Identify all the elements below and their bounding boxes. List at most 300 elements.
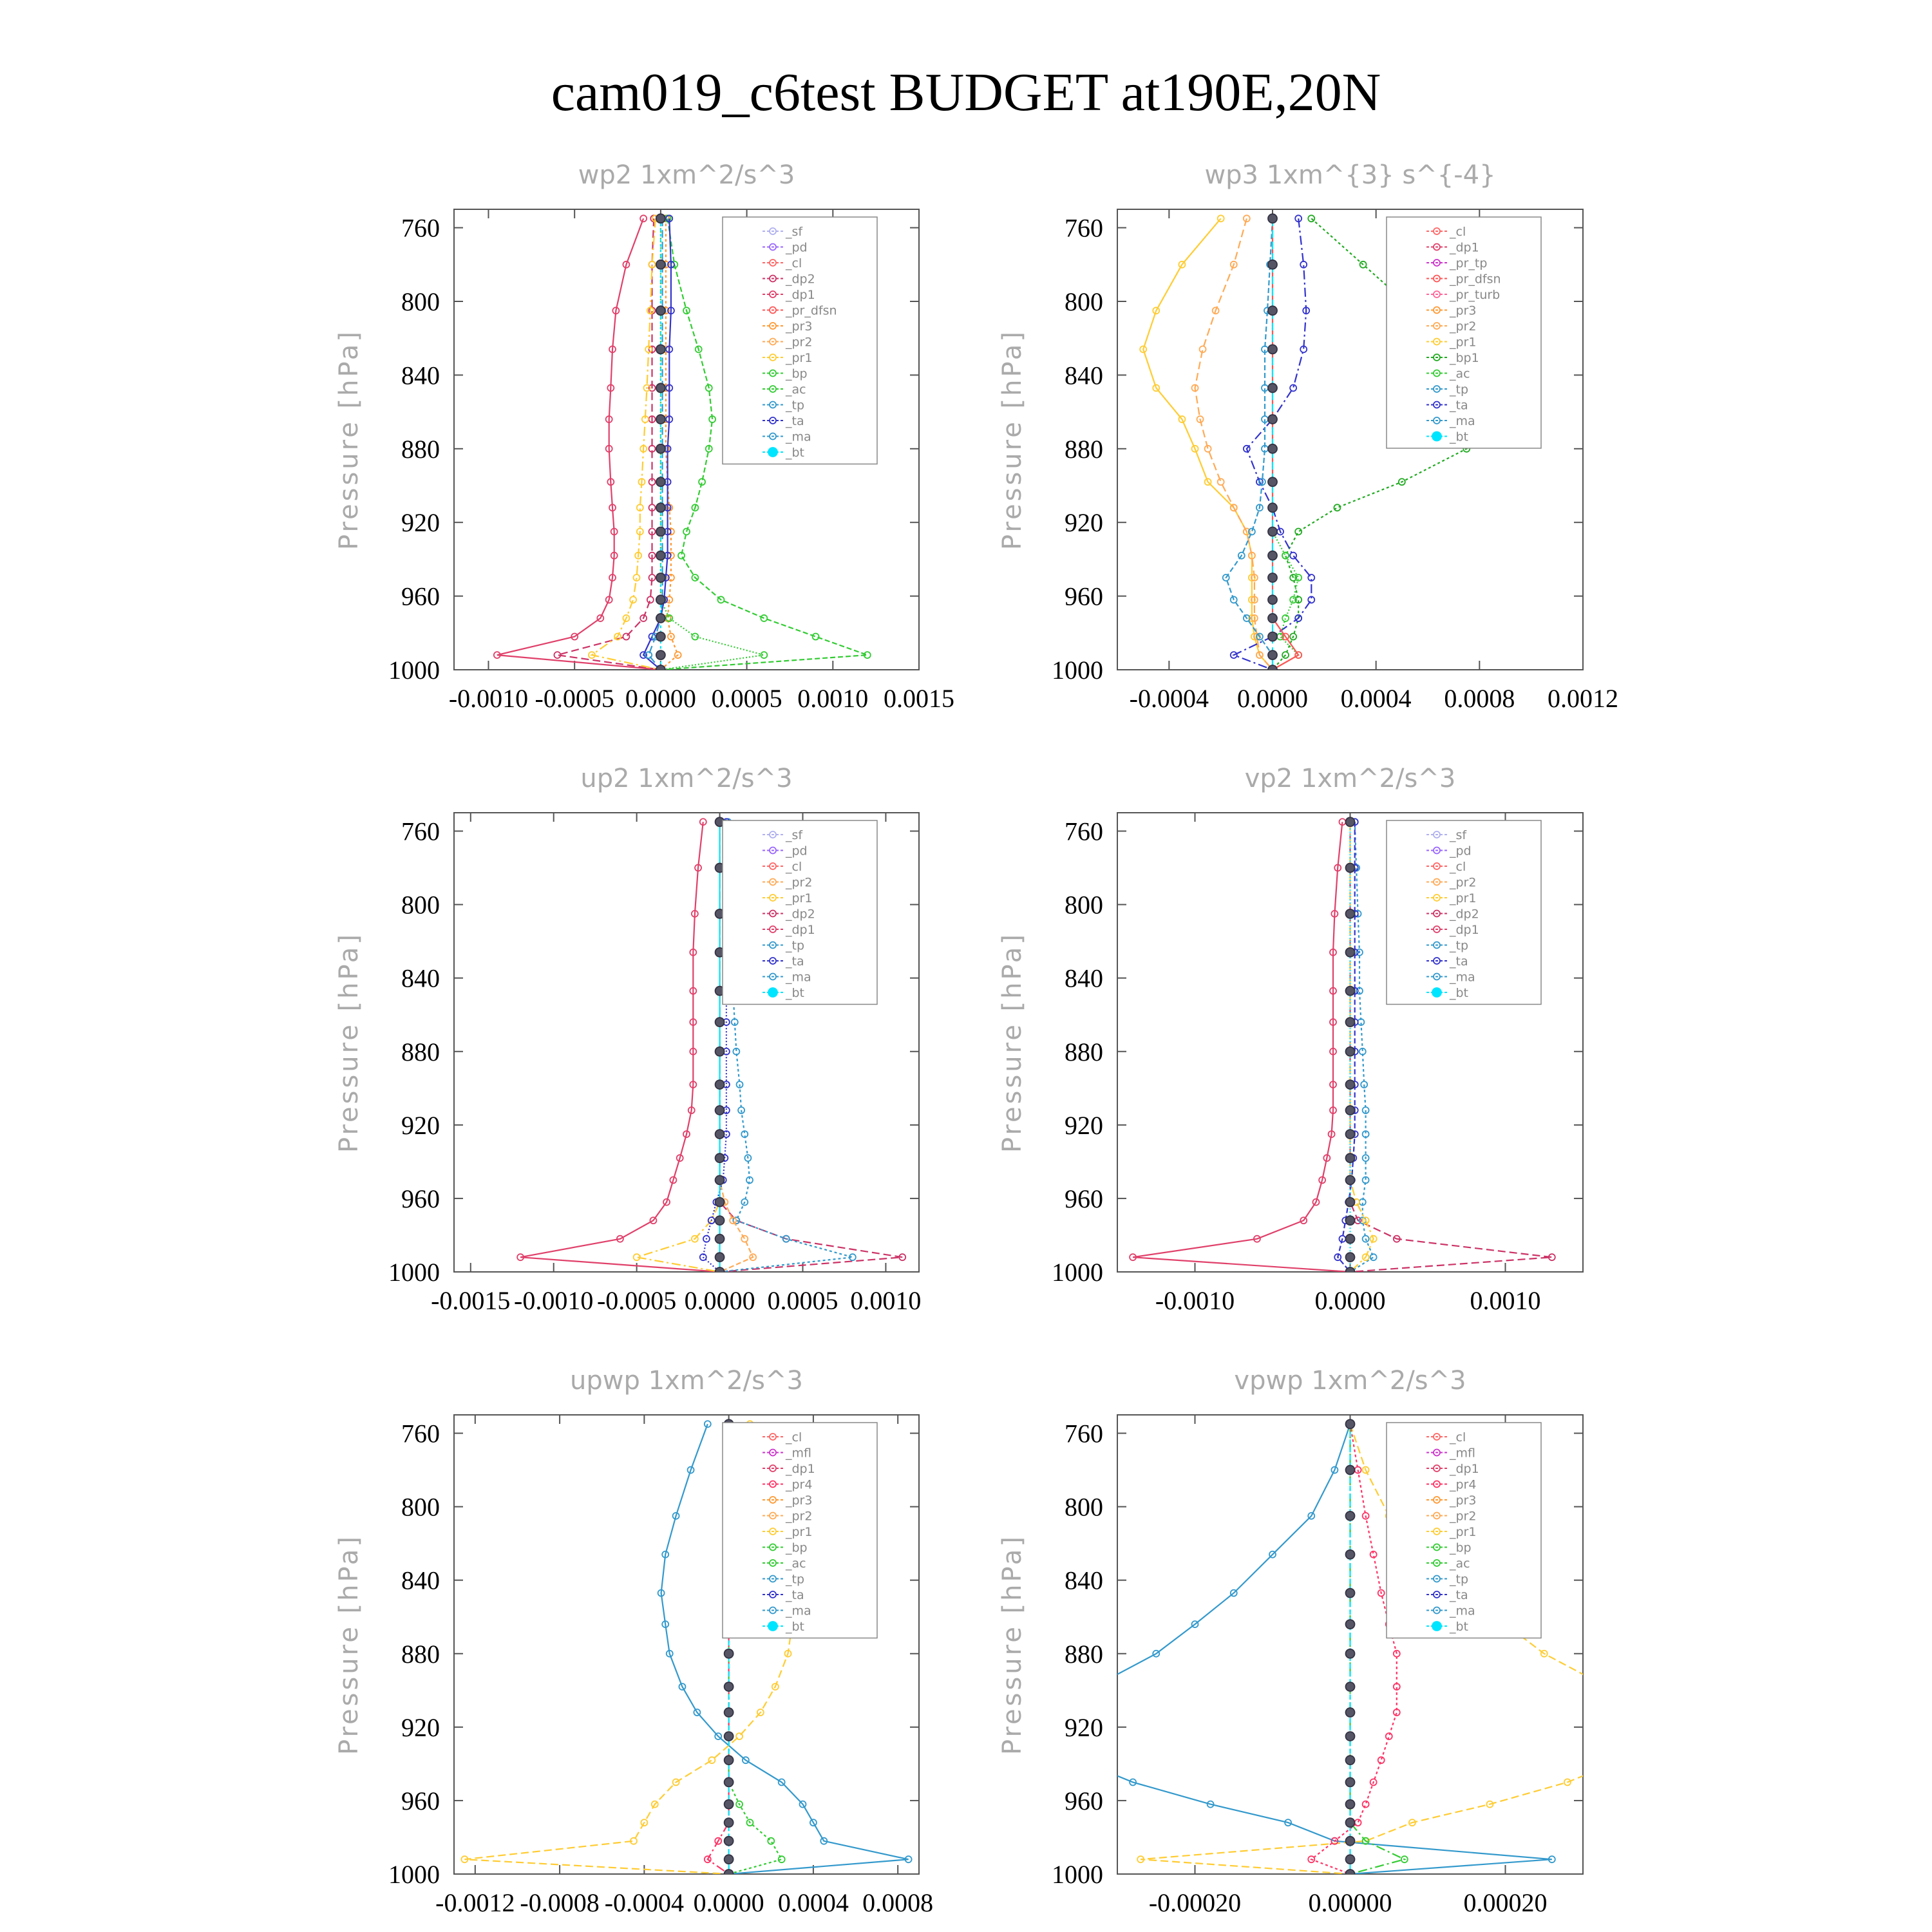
x-tick-label: -0.0005 [535,684,614,713]
x-tick-label: 0.0005 [711,684,782,713]
data-point [813,634,819,640]
x-tick-label: -0.0005 [596,1286,677,1315]
legend-entry: _cl [786,1430,802,1444]
legend-entry: _cl [1450,860,1466,874]
legend-entry: _pr1 [786,1525,813,1539]
x-tick-label: -0.00020 [1148,1888,1242,1917]
data-point [724,1708,734,1717]
data-point [724,1870,734,1879]
data-point [1346,1253,1355,1262]
data-point [1268,214,1277,223]
data-point [656,650,665,659]
legend-entry: _bp [786,1540,808,1555]
data-point [715,1267,724,1276]
legend-entry: _cl [1450,1430,1466,1444]
legend-entry: _ma [786,1604,811,1618]
series-line [520,822,720,1272]
legend-entry: _tp [1450,938,1469,953]
y-axis-label: Pressure [hPa] [334,932,364,1153]
legend-entry: _ma [1450,970,1475,985]
data-point [1346,1777,1355,1786]
y-tick-label: 840 [1065,963,1103,993]
y-tick-label: 840 [1065,1566,1103,1595]
data-point [715,1175,724,1184]
legend-entry: _bt [1450,430,1469,444]
data-point [1603,1683,1609,1690]
data-point [656,503,665,512]
data-point [715,1018,724,1027]
data-point [1268,551,1277,560]
legend-entry: _ta [1450,398,1468,413]
legend-entry: _pr4 [786,1477,813,1492]
data-point [724,1649,734,1658]
x-tick-label: 0.0005 [767,1286,838,1315]
x-tick-label: 0.0000 [684,1286,755,1315]
data-point [1618,1757,1625,1763]
data-point [656,306,665,315]
y-tick-label: 800 [1065,1492,1103,1522]
x-tick-label: -0.0004 [1129,684,1209,713]
data-point [1282,553,1289,559]
data-point [1268,503,1277,512]
data-point [1346,948,1355,957]
data-point [736,1733,743,1739]
legend-entry: _pr_dfsn [786,303,837,318]
data-point [1052,1709,1059,1716]
legend-entry: _pr3 [1450,1493,1477,1508]
legend-entry: _tp [786,1572,805,1587]
data-point [768,1838,774,1844]
data-point [1346,1870,1355,1879]
data-point [1075,1757,1082,1763]
y-tick-label: 920 [401,508,440,538]
panel-title: up2 1xm^2/s^3 [580,764,793,793]
legend-entry: _pd [786,240,808,255]
legend-entry: _pr_tp [1450,256,1488,270]
data-point [724,1818,734,1827]
panel-4 [998,764,1583,1315]
data-point [1370,1254,1377,1260]
legend-entry: _bp [786,366,808,381]
data-point [715,1216,724,1225]
y-tick-label: 960 [1065,582,1103,611]
legend-entry: _pr2 [786,875,813,890]
data-point [1346,1511,1355,1520]
legend-entry: _pr3 [786,1493,813,1508]
data-point [724,1732,734,1741]
legend-entry: _bp1 [1450,351,1479,365]
series-line [592,218,661,670]
y-tick-label: 760 [401,213,440,243]
legend-entry: _dp2 [786,272,815,287]
legend-entry: _pr1 [1450,891,1477,905]
y-tick-label: 1000 [1052,1860,1103,1889]
data-point [1346,1649,1355,1658]
x-tick-label: 0.0000 [625,684,696,713]
data-point [1346,1080,1355,1089]
legend-entry: _dp1 [1450,1462,1479,1476]
data-point [1363,1801,1369,1808]
y-tick-label: 1000 [1052,1258,1103,1287]
y-tick-label: 920 [1065,1110,1103,1140]
data-point [1268,444,1277,453]
x-tick-label: -0.0010 [514,1286,594,1315]
x-tick-label: 0.00000 [1308,1888,1392,1917]
data-point [1268,415,1277,424]
y-tick-label: 960 [401,1786,440,1815]
panel-title: vpwp 1xm^2/s^3 [1234,1366,1466,1396]
legend-entry: _dp1 [786,923,815,937]
y-tick-label: 840 [401,361,440,390]
data-point [1346,1419,1355,1428]
data-point [724,1800,734,1809]
data-point [1295,529,1302,535]
data-point [656,632,665,641]
y-tick-label: 920 [401,1712,440,1742]
legend-entry: _bt [1450,986,1469,1000]
legend-entry: _pr3 [1450,303,1477,318]
y-tick-label: 920 [401,1110,440,1140]
x-tick-label: -0.0010 [1155,1286,1235,1315]
y-tick-label: 960 [401,582,440,611]
panel-6 [998,1366,1648,1917]
series-line [637,822,720,1272]
y-tick-label: 880 [1065,1639,1103,1669]
y-tick-label: 760 [1065,213,1103,243]
y-tick-label: 760 [401,1419,440,1448]
y-tick-label: 1000 [1052,656,1103,685]
x-tick-label: -0.0010 [448,684,529,713]
data-point [1268,306,1277,315]
data-point [724,1855,734,1864]
data-point [656,614,665,623]
legend [1387,217,1541,448]
series-line [497,218,661,670]
data-point [715,1235,724,1244]
x-tick-label: -0.0015 [431,1286,511,1315]
data-point [1346,1216,1355,1225]
y-tick-label: 800 [401,1492,440,1522]
y-tick-label: 880 [1065,434,1103,464]
x-tick-label: 0.0015 [884,684,954,713]
data-point [656,527,665,536]
data-point [1642,1709,1648,1716]
data-point [741,1236,748,1242]
data-point [1346,1175,1355,1184]
y-tick-label: 800 [401,890,440,920]
data-point [1346,1818,1355,1827]
legend-entry: _bt [786,986,805,1000]
y-tick-label: 800 [1065,890,1103,920]
legend-entry: _mfl [1450,1446,1475,1461]
legend-entry: _dp1 [786,1462,815,1476]
data-point [1346,1235,1355,1244]
data-point [1346,1682,1355,1691]
legend-marker [768,1622,777,1631]
data-point [1268,665,1277,674]
data-point [724,1682,734,1691]
x-tick-label: 0.0008 [1444,684,1515,713]
data-point [1268,573,1277,582]
legend-entry: _dp1 [786,288,815,302]
legend-marker [1432,988,1441,997]
data-point [1282,615,1289,621]
legend-entry: _ta [1450,1588,1468,1602]
data-point [1308,215,1314,222]
data-point [1346,1800,1355,1809]
data-point [647,596,654,603]
data-point [1346,1018,1355,1027]
data-point [656,214,665,223]
panel-5 [334,1366,933,1917]
legend-entry: _ac [786,383,806,397]
y-axis-label: Pressure [hPa] [998,932,1027,1153]
legend-entry: _dp1 [1450,240,1479,255]
data-point [1355,1819,1361,1826]
data-point [656,345,665,354]
legend-entry: _tp [786,938,805,953]
data-point [1346,1708,1355,1717]
data-point [1346,1620,1355,1629]
legend-entry: _dp2 [1450,907,1479,922]
panel-1 [334,160,954,713]
legend-entry: _pr2 [786,335,813,350]
series-line [1195,218,1273,670]
data-point [656,573,665,582]
y-tick-label: 800 [401,287,440,316]
y-tick-label: 960 [401,1184,440,1213]
data-point [715,1198,724,1207]
data-point [1346,1198,1355,1207]
series-group [1052,1419,1649,1879]
y-tick-label: 840 [401,1566,440,1595]
y-axis-label: Pressure [hPa] [334,1534,364,1755]
data-point [708,1757,715,1763]
legend-entry: _pd [1450,844,1472,858]
data-point [715,1047,724,1056]
figure-title: cam019_c6test BUDGET at190E,20N [551,62,1381,122]
legend-entry: _pr1 [1450,335,1477,350]
legend-entry: _pr2 [1450,875,1477,890]
legend-entry: _pr2 [1450,1509,1477,1524]
legend-marker [1432,1622,1441,1631]
data-point [724,1756,734,1765]
data-point [1346,1855,1355,1864]
data-point [1268,527,1277,536]
data-point [715,1253,724,1262]
legend-entry: _dp1 [1450,923,1479,937]
y-tick-label: 960 [1065,1184,1103,1213]
panel-3 [334,764,921,1315]
data-point [1290,553,1296,559]
legend-entry: _sf [786,225,803,239]
y-tick-label: 1000 [388,656,440,685]
legend-entry: _ac [1450,366,1470,381]
legend [723,1423,877,1638]
data-point [724,1837,734,1846]
data-point [1268,614,1277,623]
x-tick-label: -0.0004 [604,1888,685,1917]
legend-entry: _bt [1450,1620,1469,1634]
legend-entry: _pr2 [1450,319,1477,334]
y-axis-label: Pressure [hPa] [998,329,1027,550]
data-point [1346,1106,1355,1115]
data-point [656,383,665,392]
y-tick-label: 920 [1065,508,1103,538]
x-tick-label: -0.0008 [520,1888,600,1917]
data-point [633,574,639,581]
data-point [1346,864,1355,873]
legend-entry: _ma [1450,1604,1475,1618]
legend-entry: _pr_turb [1450,288,1501,302]
data-point [1334,504,1340,511]
panel-title: vp2 1xm^2/s^3 [1244,764,1456,793]
x-tick-label: 0.0004 [1340,684,1412,713]
legend-entry: _ta [786,954,804,969]
data-point [1052,1733,1059,1739]
legend-entry: _ta [1450,954,1468,969]
legend-marker [768,988,777,997]
legend-marker [1432,432,1441,441]
data-point [640,215,647,222]
data-point [1268,345,1277,354]
x-tick-label: 0.0008 [862,1888,934,1917]
x-tick-label: 0.0000 [1314,1286,1386,1315]
data-point [1091,1683,1097,1690]
data-point [1346,1047,1355,1056]
data-point [705,1421,711,1427]
legend-entry: _cl [1450,225,1466,239]
data-point [656,444,665,453]
data-point [1346,1153,1355,1162]
data-point [1346,1130,1355,1139]
data-point [724,1777,734,1786]
data-point [656,665,665,674]
data-point [623,634,629,640]
data-point [656,551,665,560]
data-point [1346,1756,1355,1765]
data-point [1346,1267,1355,1276]
legend [1387,820,1541,1005]
legend-entry: _tp [1450,1572,1469,1587]
y-tick-label: 920 [1065,1712,1103,1742]
legend-entry: _ta [786,414,804,428]
legend-entry: _sf [786,828,803,842]
data-point [715,1080,724,1089]
legend-entry: _cl [786,256,802,270]
data-point [1268,632,1277,641]
legend-entry: _bt [786,446,805,460]
panel-title: wp3 1xm^{3} s^{-4} [1204,160,1496,190]
data-point [1268,477,1277,486]
legend-entry: _bp [1450,1540,1472,1555]
data-point [1346,987,1355,996]
x-tick-label: 0.0000 [693,1888,764,1917]
data-point [656,595,665,604]
legend-entry: _ta [786,1588,804,1602]
y-tick-label: 760 [1065,1419,1103,1448]
data-point [656,415,665,424]
data-point [1268,650,1277,659]
legend-entry: _pr1 [786,891,813,905]
panel-2 [998,160,1618,713]
legend-entry: _pr_dfsn [1450,272,1501,287]
x-tick-label: 0.00020 [1463,1888,1548,1917]
y-tick-label: 760 [401,817,440,846]
data-point [1346,1466,1355,1475]
legend-entry: _tp [786,398,805,413]
x-tick-label: 0.0004 [777,1888,849,1917]
legend-entry: _mfl [786,1446,811,1461]
data-point [1346,1837,1355,1846]
data-point [656,477,665,486]
legend-entry: _pd [786,844,808,858]
y-axis-label: Pressure [hPa] [998,1534,1027,1755]
y-tick-label: 1000 [388,1258,440,1287]
data-point [715,1106,724,1115]
data-point [1268,383,1277,392]
data-point [1218,478,1224,485]
y-tick-label: 880 [401,1639,440,1669]
legend-entry: _pr4 [1450,1477,1477,1492]
x-tick-label: -0.0012 [435,1888,515,1917]
data-point [715,1130,724,1139]
legend-entry: _ac [786,1557,806,1571]
data-point [1268,260,1277,269]
y-tick-label: 760 [1065,817,1103,846]
y-tick-label: 960 [1065,1786,1103,1815]
legend-entry: _sf [1450,828,1467,842]
y-tick-label: 800 [1065,287,1103,316]
legend-entry: _pr2 [786,1509,813,1524]
data-point [1346,1550,1355,1559]
data-point [1642,1733,1648,1739]
legend-entry: _ma [786,970,811,985]
legend-entry: _dp2 [786,907,815,922]
x-tick-label: 0.0012 [1548,684,1618,713]
y-axis-label: Pressure [hPa] [334,329,364,550]
legend-marker [768,448,777,457]
legend-entry: _cl [786,860,802,874]
data-point [1268,595,1277,604]
y-tick-label: 880 [401,434,440,464]
legend-entry: _ma [786,430,811,444]
data-point [1346,909,1355,918]
data-point [630,596,636,603]
y-tick-label: 840 [1065,361,1103,390]
legend [723,820,877,1005]
legend [723,217,877,464]
legend-entry: _pr1 [1450,1525,1477,1539]
legend-entry: _ac [1450,1557,1470,1571]
legend-entry: _ma [1450,414,1475,428]
y-tick-label: 880 [401,1037,440,1066]
y-tick-label: 1000 [388,1860,440,1889]
legend-entry: _pr1 [786,351,813,365]
x-tick-label: 0.0010 [1470,1286,1541,1315]
data-point [656,260,665,269]
panel-title: wp2 1xm^2/s^3 [578,160,795,190]
data-point [1346,1589,1355,1598]
x-tick-label: 0.0010 [850,1286,922,1315]
x-tick-label: 0.0000 [1237,684,1308,713]
data-point [1346,1732,1355,1741]
legend-entry: _pr3 [786,319,813,334]
y-tick-label: 880 [1065,1037,1103,1066]
legend-entry: _bt [786,1620,805,1634]
panel-title: upwp 1xm^2/s^3 [570,1366,803,1396]
legend-entry: _tp [1450,383,1469,397]
